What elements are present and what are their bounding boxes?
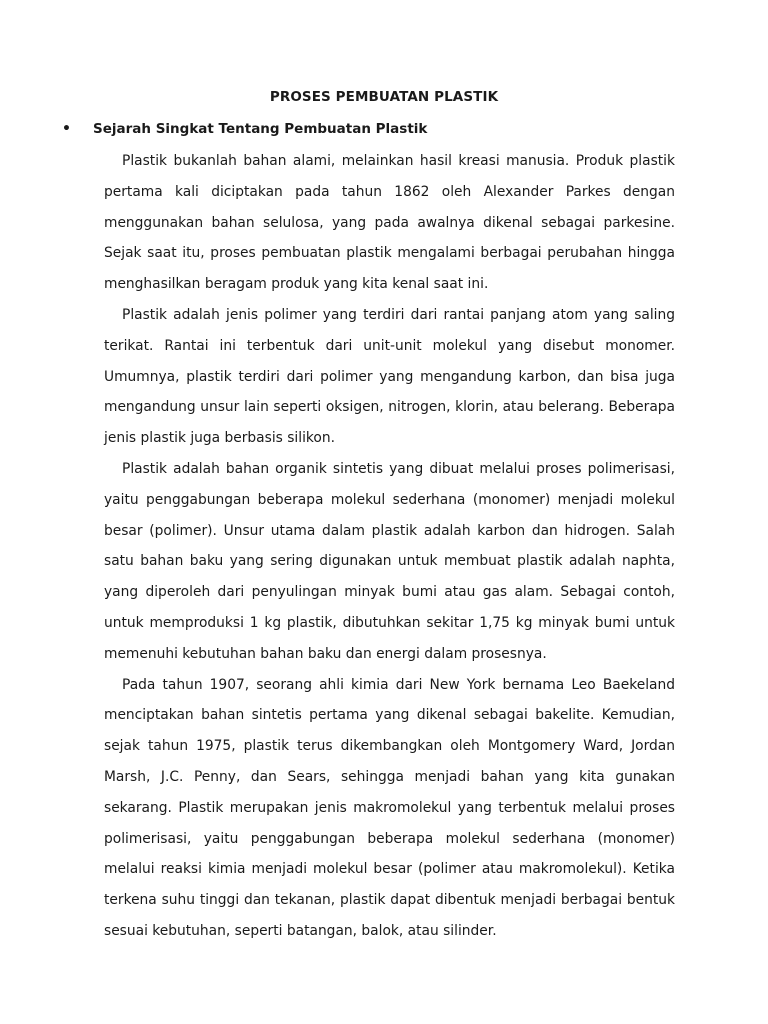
section-heading [62,121,427,137]
paragraph-3: Plastik adalah bahan organik sintetis yang dibuat melalui proses polimerisasi, yaitu penggabungan beberapa molekul sederhana (monomer) menjadi molekul besar (polimer). Unsur utama dalam plastik adalah karbon dan hidrogen. Salah satu bahan baku yang sering digunakan untuk membuat plastik adalah naphta, yang diperoleh dari penyulingan minyak bumi atau gas alam. Sebagai contoh, untuk memproduksi 1 kg plastik, dibutuhkan sekitar 1,75 kg minyak bumi untuk memenuhi kebutuhan bahan baku dan energi dalam prosesnya. [104,460,675,662]
bullet-icon: • [62,121,71,137]
paragraph-1: Plastik bukanlah bahan alami, melainkan hasil kreasi manusia. Produk plastik pertama kali diciptakan pada tahun 1862 oleh Alexander Parkes dengan menggunakan bahan selulosa, yang pada awalnya dikenal sebagai parkesine. Sejak saat itu, proses pembuatan plastik mengalami berbagai perubahan hingga menghasilkan beragam produk yang kita kenal saat ini. [104,153,675,293]
document-title: PROSES PEMBUATAN PLASTIK [269,89,499,105]
paragraph-2: Plastik adalah jenis polimer yang terdiri dari rantai panjang atom yang saling terikat. Rantai ini terbentuk dari unit-unit molekul yang disebut monomer. Umumnya, plastik terdiri dari polimer yang mengandung karbon, dan bisa juga mengandung unsur lain seperti oksigen, nitrogen, klorin, atau belerang. Beberapa jenis plastik juga berbasis silikon. [104,306,675,447]
paragraph-4: Pada tahun 1907, seorang ahli kimia dari New York bernama Leo Baekeland menciptakan bahan sintetis pertama yang dikenal sebagai bakelite. Kemudian, sejak tahun 1975, plastik terus dikembangkan oleh Montgomery Ward, Jordan Marsh, J.C. Penny, dan Sears, sehingga menjadi bahan yang kita gunakan sekarang. Plastik merupakan jenis makromolekul yang terbentuk melalui proses polimerisasi, yaitu penggabungan beberapa molekul sederhana (monomer) melalui reaksi kimia menjadi molekul besar (polimer atau makromolekul). Ketika terkena suhu tinggi dan tekanan, plastik dapat dibentuk menjadi berbagai bentuk sesuai kebutuhan, seperti batangan, balok, atau silinder. [104,676,675,939]
section-heading-text: Sejarah Singkat Tentang Pembuatan Plastik [93,121,428,137]
section-body [104,146,675,947]
